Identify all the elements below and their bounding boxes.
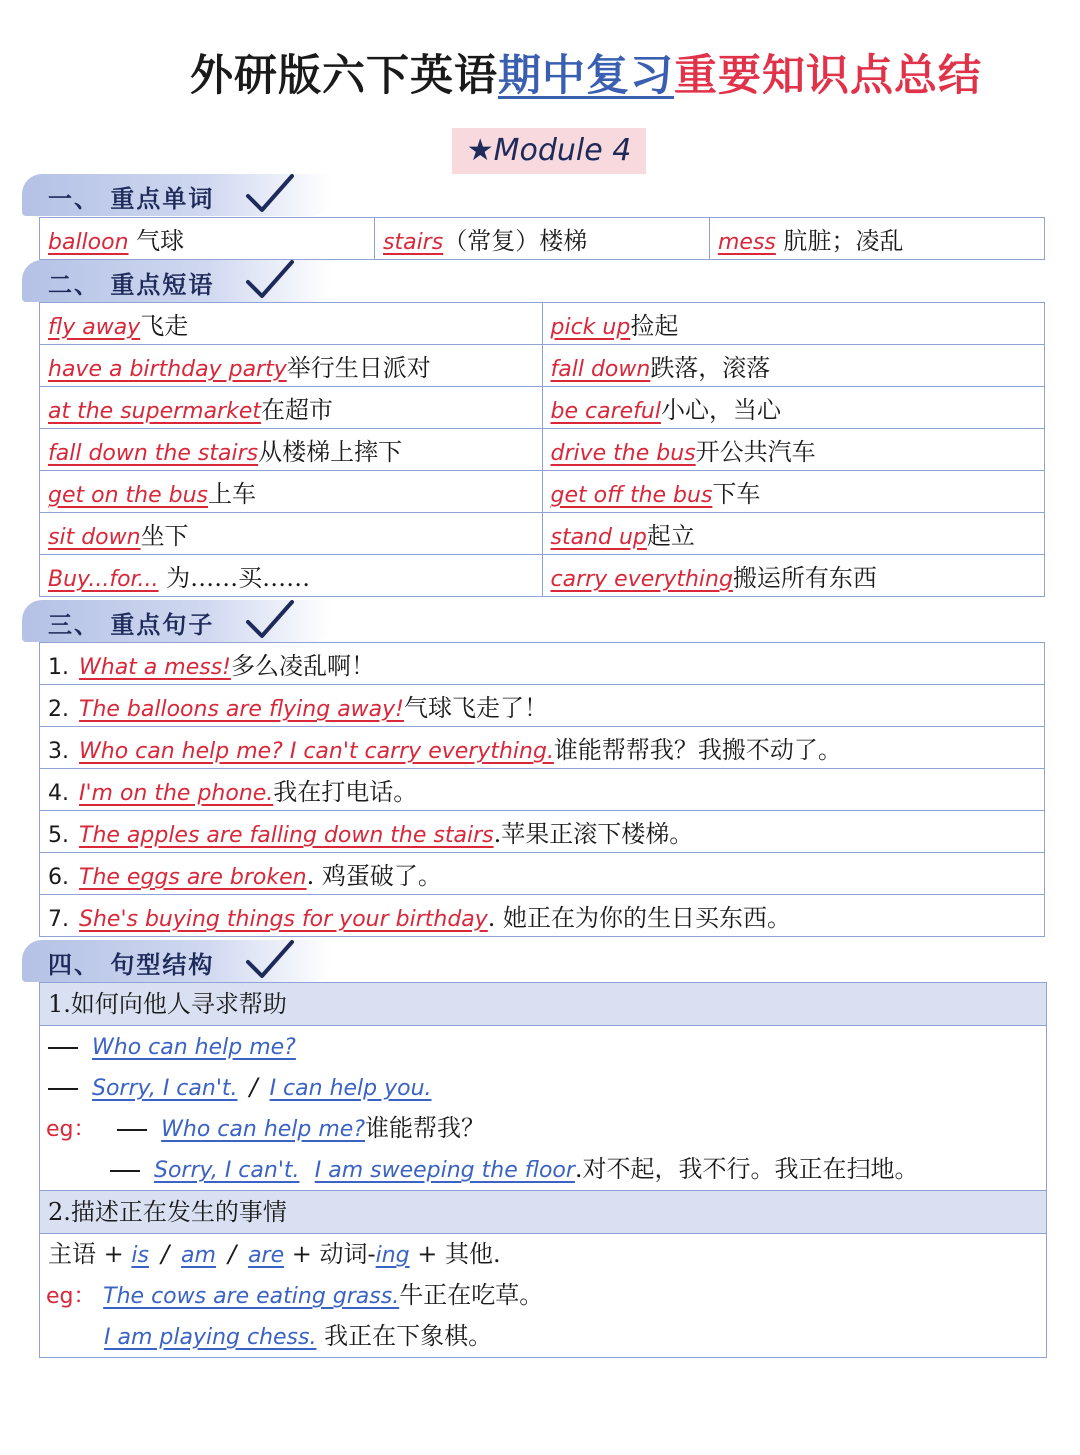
phrase-en: get on the bus (48, 483, 208, 508)
structure-question: Who can help me? (92, 1035, 296, 1060)
structure-line (40, 1149, 1046, 1191)
sentence-number: 6. (48, 865, 69, 890)
table-cell (542, 429, 1045, 471)
dash-mark (48, 1088, 78, 1090)
table-row (40, 345, 1045, 387)
table-cell (542, 513, 1045, 555)
table-cell (40, 685, 1045, 727)
section-label: 四、 句型结构 (48, 950, 215, 979)
phrase-zh: 上车 (207, 480, 256, 508)
eg-2-zh: 我正在下象棋。 (316, 1322, 493, 1350)
structure-line (40, 1026, 1046, 1067)
phrase-zh: 飞走 (140, 312, 189, 340)
table-cell (40, 811, 1045, 853)
structure-heading: 2.描述正在发生的事情 (40, 1191, 1046, 1234)
table-cell (542, 387, 1045, 429)
table-row (40, 471, 1045, 513)
eg-question-zh: 谁能帮我？ (365, 1114, 486, 1142)
sentence-en: The eggs are broken (79, 865, 307, 890)
phrase-en: fly away (48, 315, 141, 340)
formula-ing: ing (375, 1243, 410, 1268)
sentence-number: 2. (48, 697, 69, 722)
eg-question-en: Who can help me? (161, 1117, 366, 1142)
sentence-en: The balloons are flying away! (79, 697, 404, 722)
phrases-table (39, 302, 1045, 597)
table-row (40, 685, 1045, 727)
checkmark-icon (244, 938, 296, 982)
sentence-en: What a mess! (79, 655, 231, 680)
table-cell (40, 471, 543, 513)
phrase-zh: 从楼梯上摔下 (258, 438, 403, 466)
table-cell (542, 345, 1045, 387)
sentence-zh: . 鸡蛋破了。 (306, 862, 442, 890)
table-cell (40, 643, 1045, 685)
word-en: mess (718, 230, 776, 255)
phrase-zh: 搬运所有东西 (732, 564, 877, 592)
formula-verb: + 动词- (284, 1240, 376, 1268)
sentence-zh: 多么凌乱啊！ (230, 652, 375, 680)
table-row (40, 513, 1045, 555)
table-cell (40, 853, 1045, 895)
formula-subject: 主语 + (48, 1240, 132, 1268)
slash-separator: / (160, 1240, 170, 1268)
slash-separator: / (227, 1240, 237, 1268)
phrase-en: pick up (550, 315, 631, 340)
structure-line (40, 1067, 1046, 1108)
phrase-zh: 为……买…… (158, 564, 311, 592)
formula-other: + 其他. (409, 1240, 501, 1268)
structure-answer-1: Sorry, I can't. (92, 1076, 238, 1101)
sentence-en: The apples are falling down the stairs (79, 823, 494, 848)
section-label: 二、 重点短语 (48, 270, 215, 299)
table-row (40, 811, 1045, 853)
sentence-zh: .苹果正滚下楼梯。 (493, 820, 694, 848)
dash-mark (110, 1170, 140, 1172)
structure-answer-2: I can help you. (269, 1076, 432, 1101)
dash-mark (48, 1047, 78, 1049)
checkmark-icon (244, 598, 296, 642)
eg-label: eg： (46, 1284, 96, 1309)
word-zh: 肮脏；凌乱 (775, 227, 904, 255)
phrase-zh: 举行生日派对 (286, 354, 431, 382)
phrase-en: Buy...for... (48, 567, 159, 592)
title-part-1: 外研版六下英语 (190, 51, 498, 101)
word-zh: 气球 (128, 227, 185, 255)
table-row (40, 218, 1045, 260)
table-cell (40, 727, 1045, 769)
sentence-en: I'm on the phone. (79, 781, 274, 806)
structure-line (40, 1234, 1046, 1275)
phrase-en: sit down (48, 525, 141, 550)
sentence-number: 3. (48, 739, 69, 764)
phrase-en: get off the bus (550, 483, 713, 508)
phrase-en: drive the bus (550, 441, 696, 466)
table-cell (40, 429, 543, 471)
sentence-number: 4. (48, 781, 69, 806)
phrase-en: fall down the stairs (48, 441, 259, 466)
section-header-phrases (22, 260, 332, 302)
table-cell (40, 387, 543, 429)
phrase-en: stand up (550, 525, 647, 550)
table-row (40, 303, 1045, 345)
table-cell (710, 218, 1045, 260)
sentence-zh: 谁能帮帮我？我搬不动了。 (553, 736, 842, 764)
table-row (40, 895, 1045, 937)
phrase-en: at the supermarket (48, 399, 262, 424)
table-cell (542, 555, 1045, 597)
checkmark-icon (244, 172, 296, 216)
slash-separator: / (249, 1073, 258, 1101)
sentence-zh: . 她正在为你的生日买东西。 (487, 904, 792, 932)
section-label: 一、 重点单词 (48, 184, 215, 213)
sentence-en: Who can help me? I can't carry everything. (79, 739, 554, 764)
table-cell (40, 769, 1045, 811)
page-title (190, 42, 1070, 103)
structure-line (40, 1316, 1046, 1357)
table-row (40, 387, 1045, 429)
section-header-sentences (22, 600, 332, 642)
table-row (40, 555, 1045, 597)
dash-mark (117, 1129, 147, 1131)
section-label: 三、 重点句子 (48, 610, 215, 639)
formula-are: are (248, 1243, 285, 1268)
phrase-zh: 坐下 (140, 522, 189, 550)
word-en: stairs (383, 230, 444, 255)
sentence-en: She's buying things for your birthday (79, 907, 488, 932)
table-cell (40, 218, 375, 260)
table-cell (40, 303, 543, 345)
structure-line (40, 1275, 1046, 1316)
phrase-zh: 起立 (646, 522, 695, 550)
checkmark-icon (244, 258, 296, 302)
title-part-2: 期中复习 (498, 51, 674, 101)
sentence-zh: 气球飞走了！ (404, 694, 548, 722)
table-cell (40, 555, 543, 597)
formula-am: am (181, 1243, 216, 1268)
phrase-en: have a birthday party (48, 357, 287, 382)
sentence-number: 1. (48, 655, 69, 680)
sentence-zh: 我在打电话。 (273, 778, 418, 806)
phrase-zh: 跌落，滚落 (650, 354, 771, 382)
phrase-zh: 捡起 (630, 312, 679, 340)
word-en: balloon (48, 230, 129, 255)
structure-heading: 1.如何向他人寻求帮助 (40, 983, 1046, 1026)
eg-answer-en-1: Sorry, I can't. (154, 1158, 300, 1183)
table-cell (40, 895, 1045, 937)
section-header-words (22, 174, 332, 216)
phrase-en: be careful (550, 399, 661, 424)
phrase-zh: 在超市 (261, 396, 334, 424)
phrase-zh: 小心，当心 (660, 396, 781, 424)
table-cell (40, 513, 543, 555)
phrase-zh: 下车 (712, 480, 761, 508)
eg-1-zh: 牛正在吃草。 (399, 1281, 544, 1309)
module-badge: ★Module 4 (452, 128, 646, 174)
eg-label: eg： (46, 1117, 96, 1142)
table-row (40, 853, 1045, 895)
structures-box (39, 982, 1047, 1358)
table-cell (542, 471, 1045, 513)
section-header-structures (22, 940, 332, 982)
table-cell (40, 345, 543, 387)
structure-line (40, 1108, 1046, 1149)
formula-is: is (131, 1243, 149, 1268)
eg-answer-zh: .对不起，我不行。我正在扫地。 (574, 1155, 919, 1183)
word-zh: （常复）楼梯 (443, 227, 588, 255)
table-cell (375, 218, 710, 260)
table-row (40, 643, 1045, 685)
phrase-en: carry everything (550, 567, 733, 592)
phrase-zh: 开公共汽车 (695, 438, 816, 466)
table-row (40, 727, 1045, 769)
sentences-table (39, 642, 1045, 937)
eg-answer-en-2: I am sweeping the floor (314, 1158, 575, 1183)
table-cell (542, 303, 1045, 345)
eg-1-en: The cows are eating grass. (103, 1284, 400, 1309)
eg-2-en: I am playing chess. (104, 1325, 317, 1350)
table-row (40, 429, 1045, 471)
sentence-number: 5. (48, 823, 69, 848)
title-part-3: 重要知识点总结 (674, 51, 982, 101)
phrase-en: fall down (550, 357, 651, 382)
sentence-number: 7. (48, 907, 69, 932)
words-table (39, 217, 1045, 260)
table-row (40, 769, 1045, 811)
